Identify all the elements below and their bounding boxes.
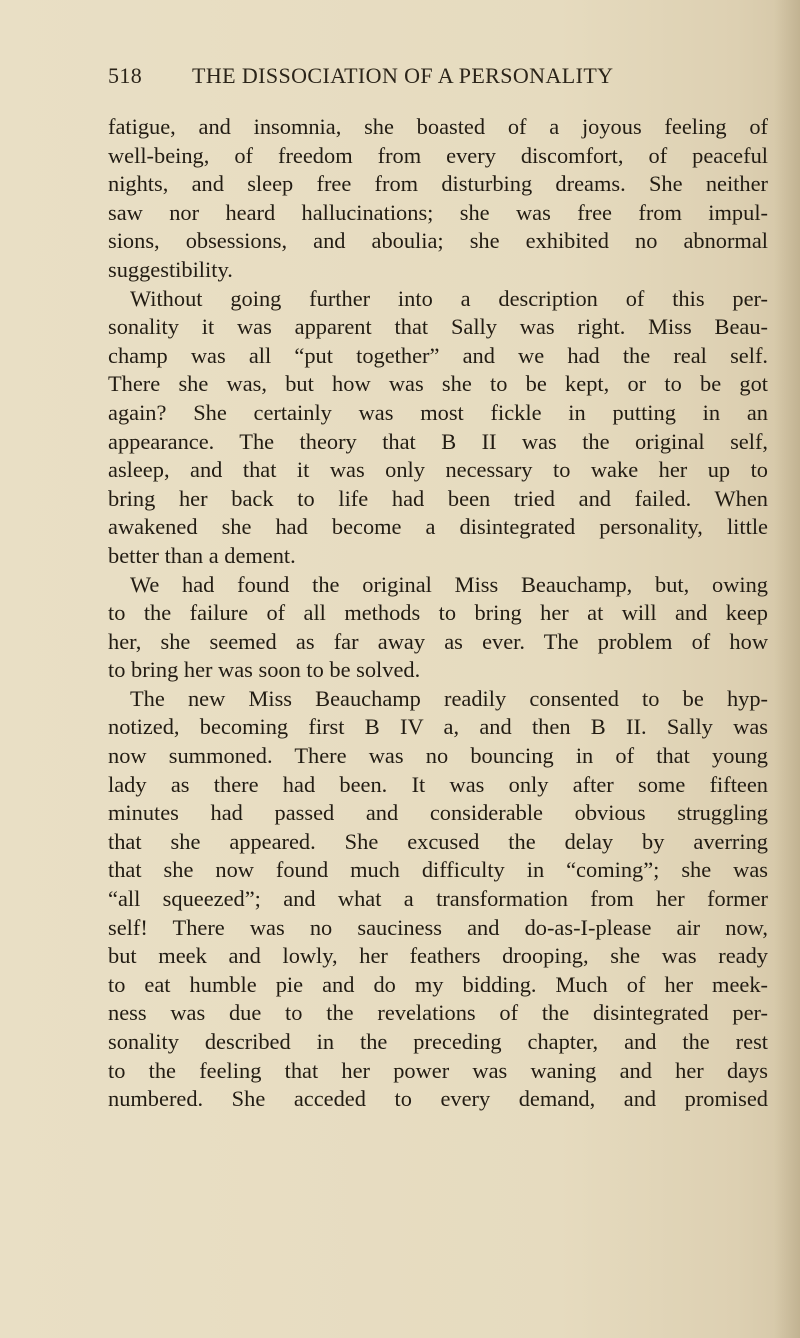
paragraph [108, 571, 768, 685]
text-line: that she appeared. She excused the delay by averring [108, 828, 768, 854]
text-line: better than a dement. [108, 542, 296, 568]
text-line: fatigue, and insomnia, she boasted of a joyous feeling of [108, 114, 768, 139]
text-line: but meek and lowly, her feathers drooping, she was ready [108, 943, 768, 969]
text-line: again? She certainly was most fickle in putting in an [108, 399, 768, 425]
text-line: to eat humble pie and do my bidding. Much of her meek- [108, 971, 768, 997]
text-line: ness was due to the revelations of the disintegrated per- [108, 1000, 768, 1026]
text-line: There she was, but how was she to be kept, or to be got [108, 371, 768, 397]
text-line: saw nor heard hallucinations; she was free from impul- [108, 199, 768, 225]
body-text [108, 113, 768, 1114]
text-line: notized, becoming first B IV a, and then B II. Sally was [108, 714, 768, 740]
text-line: to the feeling that her power was waning and her days [108, 1057, 768, 1083]
text-line: bring her back to life had been tried and failed. When [108, 485, 768, 511]
text-line: awakened she had become a disintegrated personality, little [108, 514, 768, 540]
text-line: Without going further into a description of this per- [130, 285, 768, 311]
text-line: her, she seemed as far away as ever. The problem of how [108, 628, 768, 654]
text-line: numbered. She acceded to every demand, and promised [108, 1086, 768, 1112]
text-line: “all squeezed”; and what a transformation from her former [108, 886, 768, 912]
text-line: sonality it was apparent that Sally was right. Miss Beau- [108, 314, 768, 340]
text-line: well-being, of freedom from every discomfort, of peaceful [108, 142, 768, 168]
text-line: appearance. The theory that B II was the original self, [108, 428, 768, 454]
text-line: minutes had passed and considerable obvious struggling [108, 800, 768, 826]
text-line: to the failure of all methods to bring her at will and keep [108, 600, 768, 626]
paragraph [108, 285, 768, 571]
text-line: that she now found much difficulty in “coming”; she was [108, 857, 768, 883]
text-line: sions, obsessions, and aboulia; she exhibited no abnormal [108, 228, 768, 254]
text-line: suggestibility. [108, 256, 233, 282]
text-line: to bring her was soon to be solved. [108, 657, 421, 683]
page-edge-shadow [774, 0, 800, 1338]
text-line: sonality described in the preceding chapter, and the rest [108, 1029, 768, 1054]
text-line: nights, and sleep free from disturbing dreams. She neither [108, 171, 768, 197]
running-title: THE DISSOCIATION OF A PERSONALITY [192, 63, 614, 88]
text-line: lady as there had been. It was only after some fifteen [108, 771, 768, 797]
text-line: champ was all “put together” and we had the real self. [108, 342, 768, 368]
text-line: self! There was no sauciness and do-as-I-please air now, [108, 914, 768, 940]
text-line: We had found the original Miss Beauchamp, but, owing [130, 571, 768, 597]
text-line: asleep, and that it was only necessary to wake her up to [108, 457, 768, 483]
text-line: The new Miss Beauchamp readily consented to be hyp- [130, 685, 768, 711]
running-head [108, 63, 768, 89]
text-line: now summoned. There was no bouncing in of that young [108, 743, 768, 769]
paragraph [108, 113, 768, 285]
page-number: 518 [108, 63, 143, 88]
paragraph [108, 685, 768, 1114]
